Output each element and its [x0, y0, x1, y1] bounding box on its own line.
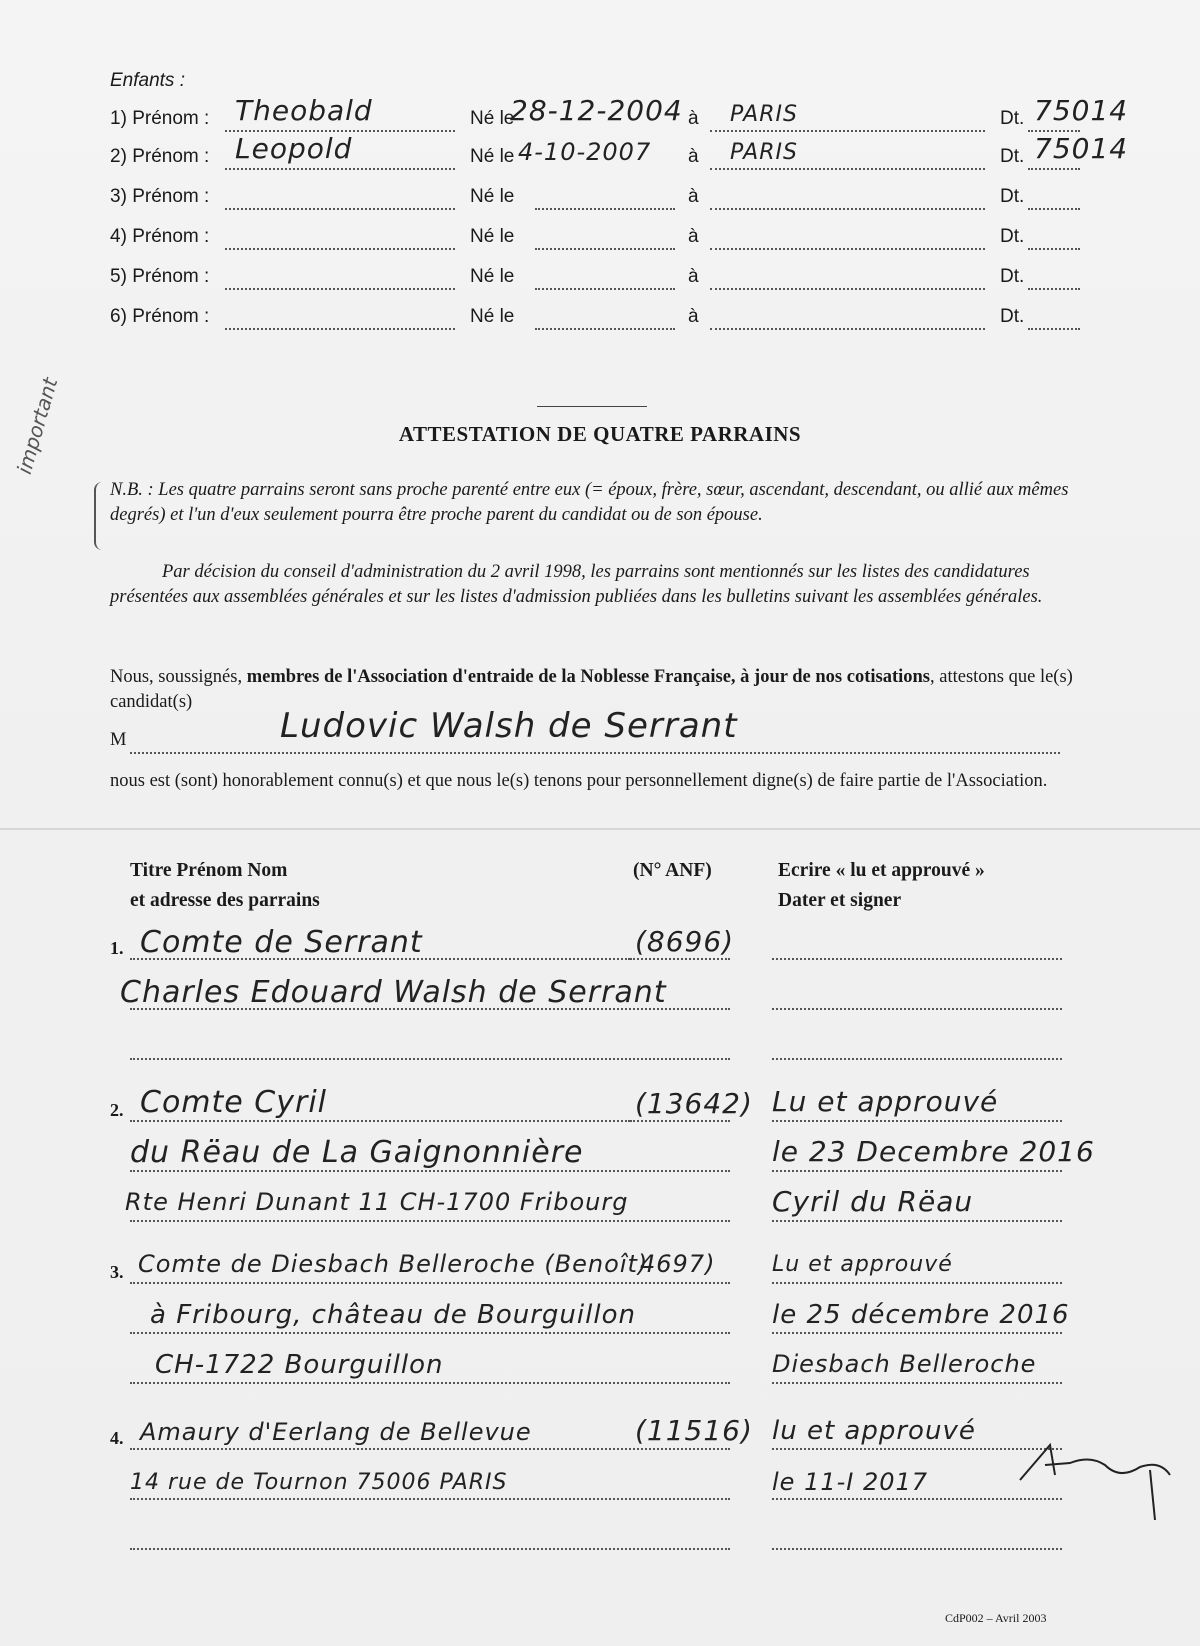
attestation-title: ATTESTATION DE QUATRE PARRAINS: [398, 422, 802, 446]
sponsor-signature-line[interactable]: le 25 décembre 2016: [772, 1300, 1070, 1330]
sponsor-line[interactable]: Rte Henri Dunant 11 CH-1700 Fribourg: [125, 1188, 629, 1216]
sponsor-number: 2.: [110, 1100, 124, 1120]
child-number: 3): [110, 186, 127, 207]
sponsor-number: 3.: [110, 1262, 124, 1282]
nb-paragraph: N.B. : Les quatre parrains seront sans proche parenté entre eux (= époux, frère, sœur, ascendant, descendant, ou allié aux mêmes degrés) et l'un d'eux seulement pourra être proche parent du candidat ou de son épouse.: [110, 480, 1069, 525]
sponsor-signature-line[interactable]: Diesbach Belleroche: [772, 1350, 1037, 1378]
born-label: Né le: [470, 266, 515, 287]
sponsor-line[interactable]: Charles Edouard Walsh de Serrant: [120, 975, 667, 1010]
sponsor-signature-line[interactable]: le 23 Decembre 2016: [772, 1135, 1095, 1168]
place-label: à: [688, 186, 699, 207]
sponsor-line[interactable]: Comte Cyril: [140, 1085, 327, 1120]
sponsor-anf[interactable]: 4697): [640, 1250, 716, 1278]
child-firstname[interactable]: Theobald: [235, 94, 373, 127]
place-label: à: [688, 306, 699, 327]
sponsor-line[interactable]: du Rëau de La Gaignonnière: [130, 1135, 584, 1170]
child-row: [110, 132, 1129, 180]
column-header-signature: Ecrire « lu et approuvé » Dater et signer: [778, 860, 985, 911]
paper-fold-line: [0, 828, 1200, 830]
sponsor-signature-line[interactable]: Lu et approuvé: [772, 1085, 999, 1118]
child-row: [110, 226, 1110, 260]
child-department[interactable]: 75014: [1034, 94, 1129, 127]
child-birthplace[interactable]: PARIS: [730, 102, 798, 127]
sponsor-line[interactable]: à Fribourg, château de Bourguillon: [150, 1300, 636, 1330]
sponsor-line[interactable]: CH-1722 Bourguillon: [155, 1350, 444, 1380]
child-department[interactable]: 75014: [1034, 132, 1129, 165]
dt-label: Dt.: [1000, 226, 1025, 247]
prenom-label: Prénom :: [132, 226, 210, 247]
candidate-name[interactable]: Ludovic Walsh de Serrant: [280, 706, 738, 746]
child-row: [110, 266, 1110, 300]
place-label: à: [688, 266, 699, 287]
statement-members: membres de l'Association d'entraide de la Noblesse Française, à jour de nos cotisations: [246, 667, 930, 687]
sponsor-line[interactable]: Amaury d'Eerlang de Bellevue: [140, 1418, 532, 1446]
dt-label: Dt.: [1000, 266, 1025, 287]
place-label: à: [688, 226, 699, 247]
statement-start: Nous, soussignés,: [110, 667, 247, 687]
born-label: Né le: [470, 306, 515, 327]
place-label: à: [688, 108, 699, 129]
born-label: Né le: [470, 186, 515, 207]
child-birthplace[interactable]: PARIS: [730, 140, 798, 165]
dt-label: Dt.: [1000, 108, 1025, 129]
handwritten-signature: [1010, 1425, 1180, 1525]
decision-paragraph: Par décision du conseil d'administration du 2 avril 1998, les parrains sont mentionnés sur les listes des candidatures présentées aux assemblées générales et sur les listes d'admission publiées dans les bulletins suivant les assemblées générales.: [110, 562, 1043, 607]
child-number: 2): [110, 146, 127, 167]
child-birthdate[interactable]: 4-10-2007: [518, 138, 652, 166]
born-label: Né le: [470, 108, 515, 129]
margin-brace: [94, 482, 106, 550]
born-label: Né le: [470, 226, 515, 247]
sponsor-number: 4.: [110, 1428, 124, 1448]
child-number: 5): [110, 266, 127, 287]
section-divider: [537, 406, 647, 407]
child-row: [110, 186, 1110, 220]
child-number: 1): [110, 108, 127, 129]
dt-label: Dt.: [1000, 146, 1025, 167]
sponsor-anf[interactable]: (13642): [635, 1087, 753, 1120]
sponsor-signature-line[interactable]: Lu et approuvé: [772, 1252, 953, 1277]
prenom-label: Prénom :: [132, 306, 210, 327]
sponsor-line[interactable]: 14 rue de Tournon 75006 PARIS: [130, 1470, 508, 1495]
honor-statement: nous est (sont) honorablement connu(s) et que nous le(s) tenons pour personnellement digne(s) de faire partie de l'Association.: [110, 771, 1048, 791]
prenom-label: Prénom :: [132, 186, 210, 207]
sponsor-signature-line[interactable]: Cyril du Rëau: [772, 1185, 974, 1218]
child-number: 4): [110, 226, 127, 247]
prenom-label: Prénom :: [132, 266, 210, 287]
prenom-label: Prénom :: [132, 146, 210, 167]
born-label: Né le: [470, 146, 515, 167]
child-firstname[interactable]: Leopold: [235, 132, 353, 165]
place-label: à: [688, 146, 699, 167]
sponsor-line[interactable]: Comte de Serrant: [140, 925, 423, 960]
sponsor-signature-line[interactable]: le 11-I 2017: [772, 1468, 929, 1496]
sponsor-number: 1.: [110, 938, 124, 958]
column-header-sponsor: Titre Prénom Nom et adresse des parrains: [130, 860, 320, 911]
m-label: M: [110, 730, 127, 750]
sponsor-signature-line[interactable]: lu et approuvé: [772, 1416, 976, 1446]
candidate-row: [110, 730, 126, 751]
column-header-anf: (N° ANF): [633, 860, 712, 881]
child-number: 6): [110, 306, 127, 327]
margin-note: important: [12, 375, 63, 477]
statement-end: , attestons que le(s) candidat(s): [110, 667, 1073, 712]
children-section-title: Enfants :: [110, 70, 185, 91]
prenom-label: Prénom :: [132, 108, 210, 129]
sponsor-anf[interactable]: (8696): [635, 925, 735, 958]
form-reference: CdP002 – Avril 2003: [945, 1611, 1047, 1625]
dt-label: Dt.: [1000, 186, 1025, 207]
child-row: [110, 306, 1110, 340]
dt-label: Dt.: [1000, 306, 1025, 327]
candidate-dotted-line: [130, 752, 1060, 754]
child-birthdate[interactable]: 28-12-2004: [510, 94, 683, 127]
sponsor-anf[interactable]: (11516): [635, 1414, 753, 1447]
sponsor-line[interactable]: Comte de Diesbach Belleroche (Benoît): [138, 1250, 649, 1278]
